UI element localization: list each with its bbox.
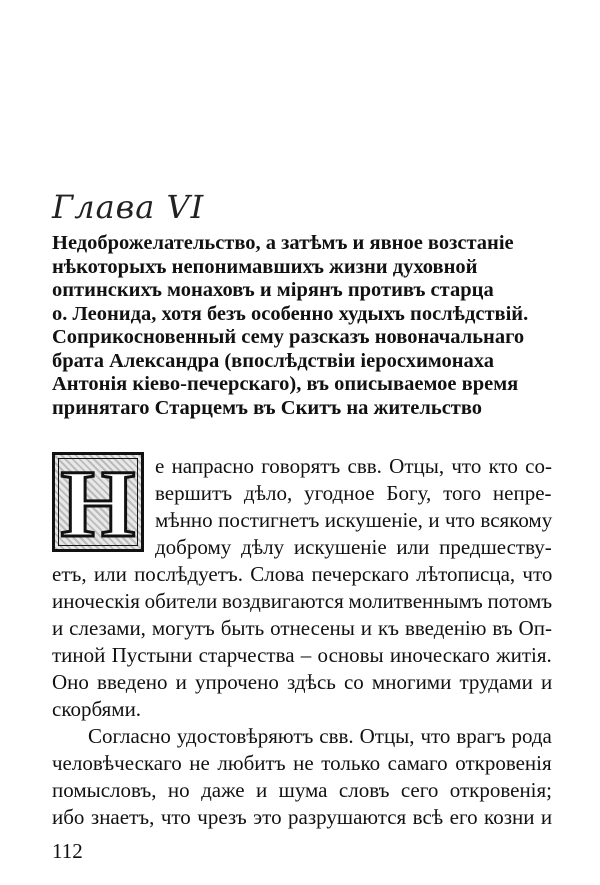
body-line: иноческія обители воздвигаются молитвеннымъ потомъ (52, 589, 553, 613)
summary-line: Антонія кіево-печерскаго), въ описываемое время (52, 373, 519, 395)
body-line: скорбями. (52, 697, 142, 721)
page-number: 112 (52, 839, 83, 863)
body-line: помысловъ, но даже и шума словъ сего откровенія; (52, 778, 553, 802)
body-line: етъ, или послѣдуетъ. Слова печерскаго лѣтописца, что (52, 562, 553, 586)
summary-line: Соприкосновенный сему разсказъ новоначальнаго (52, 326, 525, 348)
chapter-title: Глава VI (52, 188, 205, 226)
body-line: е напрасно говорятъ свв. Отцы, что кто со- (155, 454, 552, 478)
body-line: тиной Пустыни старчества – основы иноческаго житія. (52, 643, 552, 667)
drop-cap-initial (52, 450, 144, 557)
body-line: мѣнно постигнетъ искушеніе, и что всякому (155, 508, 553, 532)
summary-line: брата Александра (впослѣдствіи іеросхимонаха (52, 349, 495, 372)
summary-line: Недоброжелательство, а затѣмъ и явное возстаніе (52, 232, 514, 254)
body-line: вершитъ дѣло, угодное Богу, того непре- (155, 481, 552, 505)
body-line: Согласно удостовѣряютъ свв. Отцы, что врагъ рода (88, 724, 552, 748)
body-line: ибо знаетъ, что чрезъ это разрушаются всѣ его козни и (52, 805, 553, 829)
body-line: Оно введено и упрочено здѣсь со многими трудами и (52, 670, 553, 694)
chapter-summary (52, 232, 557, 420)
summary-line: о. Леонида, хотя безъ особенно худыхъ послѣдствій. (52, 302, 529, 325)
summary-line: принятаго Старцемъ въ Скитъ на жительство (52, 396, 483, 419)
body-line: доброму дѣлу искушеніе или предшеству- (155, 535, 552, 559)
summary-line: нѣкоторыхъ непонимавшихъ жизни духовной (52, 255, 478, 278)
body-line: человѣческаго не любитъ не только самаго откровенія (52, 751, 552, 775)
summary-line: оптинскихъ монаховъ и мірянъ противъ старца (52, 279, 494, 301)
drop-cap-letter: Н (60, 450, 136, 557)
body-line: и слезами, могутъ быть отнесены и къ введенію въ Оп- (52, 616, 552, 640)
